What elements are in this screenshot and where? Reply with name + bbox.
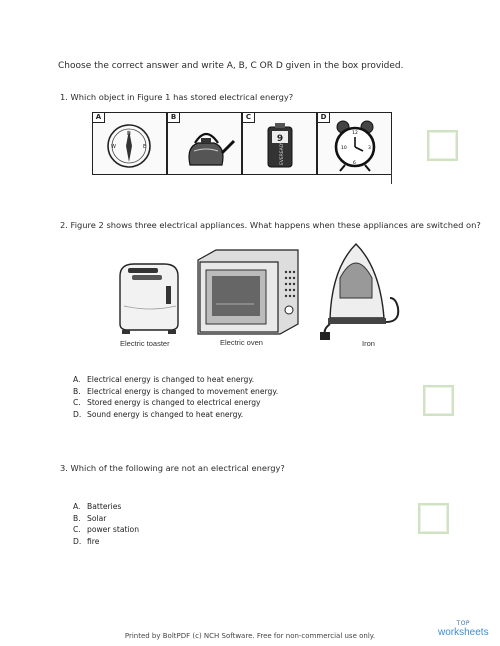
- answer-box-question-3[interactable]: [418, 503, 449, 534]
- option-d: D. Sound energy is changed to heat energy.: [73, 409, 244, 419]
- question-2-options: [73, 374, 278, 420]
- question-1-text: 1. Which object in Figure 1 has stored electrical energy?: [60, 92, 294, 102]
- option-a: A. Electrical energy is changed to heat energy.: [73, 375, 255, 384]
- brand-top-text: TOP: [456, 620, 471, 627]
- option-c: C. Stored energy is changed to electrical energy: [73, 398, 261, 407]
- figure-2: [110, 238, 405, 360]
- alarm-clock-icon: [318, 113, 391, 174]
- figure-1-panel-d: [317, 112, 392, 175]
- caption-oven: Electric oven: [220, 338, 263, 347]
- compass-icon: [93, 113, 166, 174]
- question-3-options: [73, 501, 139, 547]
- caption-iron: Iron: [362, 339, 375, 348]
- svg-text:12: 12: [352, 131, 358, 136]
- brand-logo[interactable]: [438, 620, 489, 638]
- toaster-icon: [110, 256, 188, 340]
- caption-toaster: Electric toaster: [120, 339, 170, 348]
- option-d: D. fire: [73, 536, 100, 546]
- option-a: A. Batteries: [73, 502, 122, 511]
- figure-divider: [391, 170, 392, 184]
- option-c: C. power station: [73, 525, 140, 534]
- svg-text:3: 3: [368, 146, 371, 151]
- svg-text:N: N: [127, 131, 131, 137]
- brand-name-text: worksheets: [438, 627, 489, 638]
- footer-text: Printed by BoltPDF (c) NCH Software. Free for non-commercial use only.: [124, 632, 376, 640]
- iron-icon: [310, 238, 402, 342]
- figure-1-panel-c: [242, 112, 317, 175]
- panel-letter: A: [93, 113, 105, 123]
- svg-text:10: 10: [341, 146, 347, 151]
- oven-icon: [194, 246, 302, 338]
- question-3-text: 3. Which of the following are not an electrical energy?: [60, 463, 285, 473]
- svg-text:6: 6: [353, 161, 356, 166]
- svg-text:W: W: [111, 144, 116, 150]
- panel-letter: D: [318, 113, 330, 123]
- panel-letter: C: [243, 113, 255, 123]
- instruction-text: Choose the correct answer and write A, B, C OR D given in the box provided.: [58, 61, 404, 71]
- question-2-text: 2. Figure 2 shows three electrical appliances. What happens when these appliances are switched on?: [60, 220, 481, 230]
- panel-letter: B: [168, 113, 180, 123]
- svg-text:EVEREADY: EVEREADY: [280, 141, 285, 165]
- svg-text:9: 9: [276, 134, 284, 144]
- answer-box-question-2[interactable]: [423, 385, 454, 416]
- answer-box-question-1[interactable]: [427, 130, 458, 161]
- kettle-icon: [168, 113, 241, 174]
- battery-icon: [243, 113, 316, 174]
- figure-1-panel-a: [92, 112, 167, 175]
- option-b: B. Electrical energy is changed to movement energy.: [73, 386, 279, 396]
- figure-1: [92, 112, 392, 184]
- figure-1-panel-b: [167, 112, 242, 175]
- svg-text:E: E: [143, 144, 147, 150]
- option-b: B. Solar: [73, 513, 107, 523]
